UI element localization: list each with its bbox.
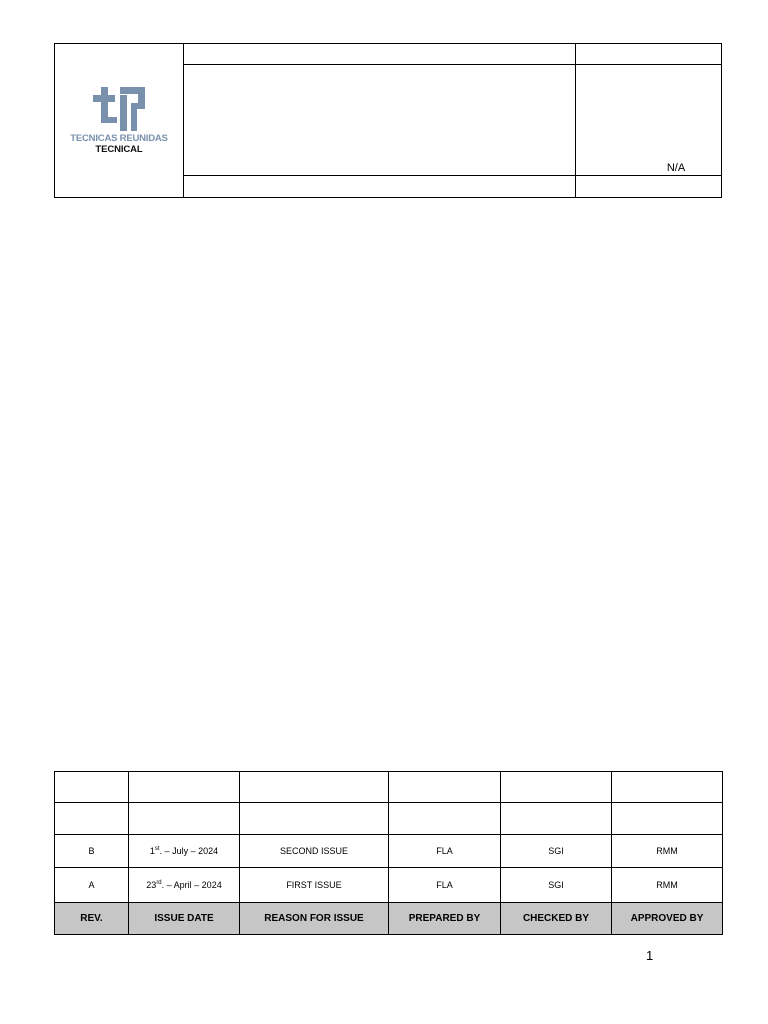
column-header-issue-date: ISSUE DATE bbox=[129, 903, 240, 935]
header-divider bbox=[183, 64, 721, 65]
table-cell bbox=[240, 772, 389, 803]
table-cell bbox=[55, 772, 129, 803]
company-logo bbox=[55, 44, 183, 197]
page-number: 1 bbox=[646, 948, 654, 963]
approved-by-cell: RMM bbox=[612, 835, 723, 868]
issue-date-cell bbox=[129, 868, 240, 903]
table-cell bbox=[129, 803, 240, 835]
tr-logo-icon bbox=[93, 87, 145, 131]
table-row bbox=[55, 835, 723, 868]
date-suffix: rd bbox=[156, 880, 162, 886]
checked-by-cell: SGI bbox=[501, 868, 612, 903]
table-cell bbox=[240, 803, 389, 835]
rev-cell: A bbox=[55, 868, 129, 903]
date-day: 23 bbox=[146, 880, 157, 890]
column-header-prepared-by: PREPARED BY bbox=[389, 903, 501, 935]
table-cell bbox=[389, 803, 501, 835]
date-rest: . – July – 2024 bbox=[159, 846, 219, 856]
document-header-block bbox=[54, 43, 722, 198]
table-cell bbox=[501, 803, 612, 835]
table-row bbox=[55, 803, 723, 835]
date-rest: . – April – 2024 bbox=[161, 880, 222, 890]
table-row bbox=[55, 772, 723, 803]
logo-company-name: TECNICAS REUNIDAS bbox=[70, 132, 168, 144]
approved-by-cell: RMM bbox=[612, 868, 723, 903]
table-cell bbox=[389, 772, 501, 803]
table-cell bbox=[612, 803, 723, 835]
checked-by-cell: SGI bbox=[501, 835, 612, 868]
column-header-rev: REV. bbox=[55, 903, 129, 935]
rev-cell: B bbox=[55, 835, 129, 868]
reason-cell: FIRST ISSUE bbox=[240, 868, 389, 903]
header-divider bbox=[183, 175, 721, 176]
column-header-reason: REASON FOR ISSUE bbox=[240, 903, 389, 935]
prepared-by-cell: FLA bbox=[389, 868, 501, 903]
table-cell bbox=[55, 803, 129, 835]
header-value-cell: N/A bbox=[666, 162, 686, 174]
table-cell bbox=[501, 772, 612, 803]
table-cell bbox=[612, 772, 723, 803]
date-suffix: st bbox=[154, 846, 160, 852]
table-cell bbox=[129, 772, 240, 803]
table-header-row bbox=[55, 903, 723, 935]
table-row bbox=[55, 868, 723, 903]
issue-date-cell bbox=[129, 835, 240, 868]
prepared-by-cell: FLA bbox=[389, 835, 501, 868]
date-day: 1 bbox=[149, 846, 155, 856]
revision-table bbox=[54, 771, 723, 935]
column-header-checked-by: CHECKED BY bbox=[501, 903, 612, 935]
logo-subtitle: TECNICAL bbox=[95, 143, 143, 155]
column-header-approved-by: APPROVED BY bbox=[612, 903, 723, 935]
reason-cell: SECOND ISSUE bbox=[240, 835, 389, 868]
